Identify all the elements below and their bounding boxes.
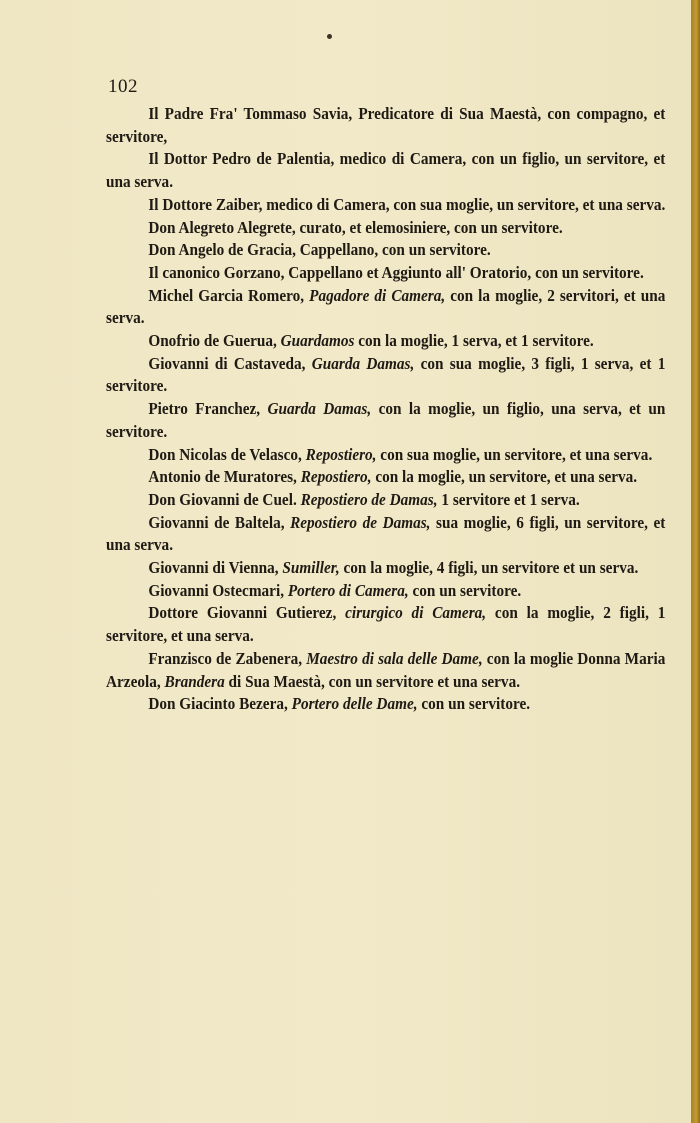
entry-paragraph [106, 466, 665, 489]
entry-text: Giovanni de Baltela, [148, 512, 291, 532]
entry-text: Don Angelo de Gracia, Cappellano, con un servitore. [148, 240, 491, 260]
page-number: 102 [108, 76, 138, 97]
entry-paragraph [106, 239, 665, 262]
entry-text: sua moglie, 6 figli, un servitore, et una serva. [106, 512, 666, 555]
entry-text: di Sua Maestà, con un servitore et una serva. [224, 671, 521, 691]
entry-title-italic: Portero di Camera, [287, 580, 409, 600]
entry-paragraph [106, 648, 665, 693]
entry-paragraph [106, 693, 665, 716]
entry-text: Giovanni di Vienna, [148, 558, 283, 578]
entry-text: Il Padre Fra' Tommaso Savia, Predicatore di Sua Maestà, con compagno, et servitore, [106, 104, 666, 146]
entry-text: Don Giacinto Bezera, [148, 694, 292, 714]
entry-paragraph [106, 217, 665, 240]
entry-text: Michel Garcia Romero, [148, 285, 310, 305]
entry-paragraph [106, 148, 665, 193]
entry-title-italic: Repostiero de Damas, [290, 512, 431, 532]
entry-title-italic: Repostiero de Damas, [300, 489, 438, 509]
entry-text: Don Nicolas de Velasco, [148, 444, 306, 464]
entry-text: Giovanni di Castaveda, [148, 353, 312, 373]
entry-paragraph [106, 353, 665, 398]
entry-paragraph [106, 580, 665, 603]
entry-text: Pietro Franchez, [148, 399, 268, 419]
entry-text: con un servitore. [417, 694, 531, 714]
entry-text: con un servitore. [408, 580, 522, 600]
entry-text: con sua moglie, 3 figli, 1 serva, et 1 servitore. [106, 353, 666, 396]
entry-text: 1 servitore et 1 serva. [437, 489, 580, 509]
entry-paragraph [106, 444, 665, 467]
entry-title-italic: Brandera [164, 671, 225, 691]
entry-text: con la moglie, 2 servitori, et una serva. [106, 285, 666, 328]
entry-paragraph [106, 398, 665, 443]
entry-title-italic: Guarda Damas, [267, 399, 372, 419]
entry-text: con la moglie, 4 figli, un servitore et un serva. [339, 558, 639, 578]
entry-text: con la moglie, un servitore, et una serva. [371, 467, 638, 487]
entry-title-italic: Guarda Damas, [311, 353, 415, 373]
entry-text: con la moglie, 1 serva, et 1 servitore. [354, 331, 594, 351]
entry-text: con la moglie Donna Maria Arzeola, [106, 648, 666, 691]
entry-title-italic: Sumiller, [282, 558, 340, 578]
entry-text: Il Dottor Pedro de Palentia, medico di Camera, con un figlio, un servitore, et una serva. [106, 149, 666, 192]
entry-title-italic: Repostiero, [300, 467, 372, 487]
entry-title-italic: Pagadore di Camera, [309, 285, 446, 305]
entry-text: con la moglie, 2 figli, 1 servitore, et una serva. [106, 603, 666, 646]
page-edge [691, 0, 700, 1123]
entry-paragraph [106, 512, 665, 557]
entry-text: Il Dottore Zaiber, medico di Camera, con sua moglie, un servitore, et una serva. [148, 194, 666, 214]
entry-paragraph [106, 285, 665, 330]
entry-paragraph [106, 557, 665, 580]
entry-paragraph [106, 262, 665, 285]
page-body-text [106, 103, 665, 716]
entry-text: Franzisco de Zabenera, [148, 648, 307, 668]
entry-text: con la moglie, un figlio, una serva, et un servitore. [106, 399, 666, 441]
entry-text: Giovanni Ostecmari, [148, 580, 288, 600]
entry-title-italic: Repostiero, [305, 444, 377, 464]
entry-text: Il canonico Gorzano, Cappellano et Aggiunto all' Oratorio, con un servitore. [148, 262, 644, 282]
ink-speck [327, 34, 332, 39]
entry-paragraph [106, 194, 665, 217]
entry-text: Don Alegreto Alegrete, curato, et elemosiniere, con un servitore. [148, 217, 563, 237]
entry-text: Don Giovanni de Cuel. [148, 489, 301, 509]
entry-text: con sua moglie, un servitore, et una serva. [376, 444, 653, 464]
entry-paragraph [106, 103, 665, 148]
entry-title-italic: Maestro di sala delle Dame, [306, 648, 483, 668]
entry-title-italic: Portero delle Dame, [291, 694, 418, 714]
entry-title-italic: Guardamos [280, 331, 355, 351]
entry-text: Antonio de Muratores, [148, 467, 301, 487]
entry-text: Dottore Giovanni Gutierez, [148, 603, 346, 623]
entry-paragraph [106, 602, 665, 647]
entry-paragraph [106, 330, 665, 353]
entry-text: Onofrio de Guerua, [148, 331, 281, 351]
entry-paragraph [106, 489, 665, 512]
entry-title-italic: cirurgico di Camera, [345, 603, 487, 623]
